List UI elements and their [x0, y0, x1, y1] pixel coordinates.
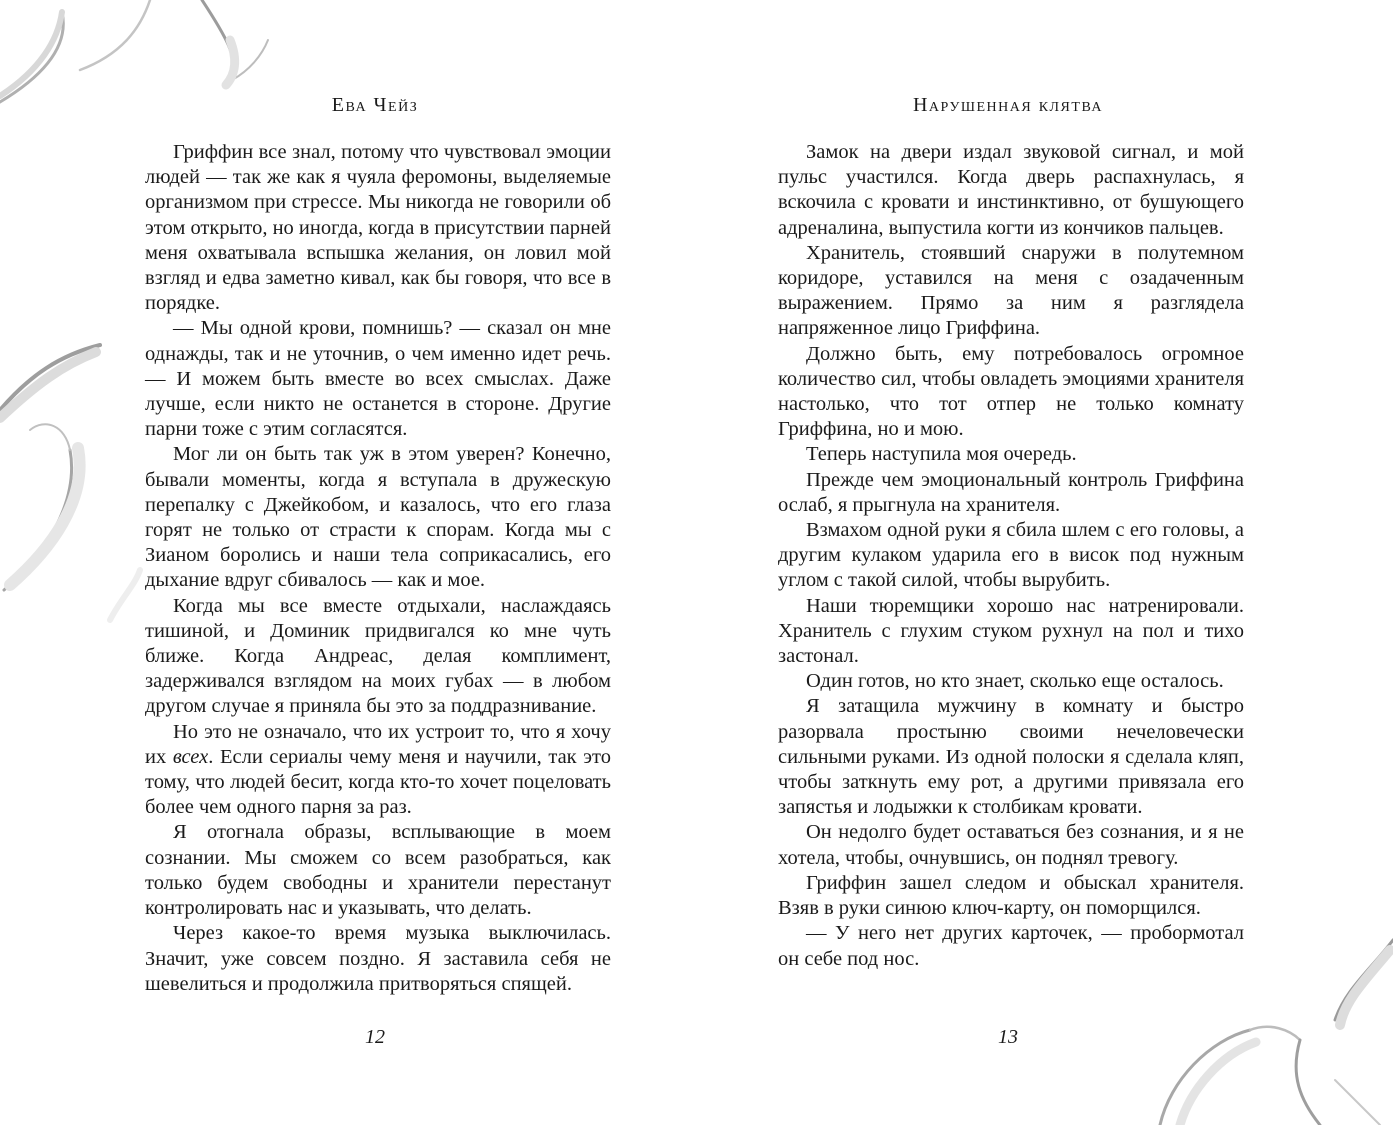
paragraph: — Мы одной крови, помнишь? — сказал он мне однажды, так и не уточнив, о чем именно идет речь. — И можем быть вместе во всех смыслах. Даже лучше, если никто не останется в стороне. Другие парни тоже с этим согласятся. — [145, 317, 611, 441]
paragraph: Гриффин все знал, потому что чувствовал эмоции людей — так же как я чуяла феромоны, выделяемые организмом при стрессе. Мы никогда не говорили об этом открыто, но иногда, когда в присутствии парней меня охватывала вспышка желания, он ловил мой взгляд и едва заметно кивал, как бы говоря, что все в порядке. — [145, 141, 611, 315]
paragraph: Хранитель, стоявший снаружи в полутемном коридоре, уставился на меня с озадаченным выражением. Прямо за ним я разглядела напряженное лицо Гриффина. — [778, 241, 1244, 340]
emphasis-word: всех — [172, 745, 209, 768]
right-page-body — [778, 140, 1244, 972]
paragraph: Замок на двери издал звуковой сигнал, и мой пульс участился. Когда дверь распахнулась, я вскочила с кровати и инстинктивно, от бушующего адреналина, выпустила когти из кончиков пальцев. — [778, 141, 1244, 239]
text-run: Но это не означало, что их устроит то, что я хочу их — [145, 720, 611, 768]
paragraph: Он недолго будет оставаться без сознания, и я не хотела, чтобы, очнувшись, он поднял тревогу. — [778, 821, 1244, 869]
paragraph: — У него нет других карточек, — пробормотал он себе под нос. — [778, 922, 1244, 970]
right-page — [778, 0, 1244, 1125]
paragraph — [145, 720, 611, 821]
paragraph: Когда мы все вместе отдыхали, наслаждаясь тишиной, и Доминик придвигался ко мне чуть ближе. Когда Андреас, делая комплимент, задерживался взглядом на моих губах — в любом другом случае я приняла бы это за поддразнивание. — [145, 594, 611, 718]
paragraph: Через какое-то время музыка выключилась. Значит, уже совсем поздно. Я заставила себя не шевелиться и продолжила притворяться спящей. — [145, 922, 611, 995]
paragraph: Мог ли он быть так уж в этом уверен? Конечно, бывали моменты, когда я вступала в дружескую перепалку с Джейкобом, и казалось, что его глаза горят не только от страсти к спорам. Когда мы с Зианом боролись и наши тела соприкасались, его дыхание вдруг сбивалось — как и мое. — [145, 443, 611, 592]
paragraph: Наши тюремщики хорошо нас натренировали. Хранитель с глухим стуком рухнул на пол и тихо застонал. — [778, 594, 1244, 668]
page-number: 12 — [365, 1026, 385, 1048]
left-page — [145, 0, 611, 1125]
paragraph: Должно быть, ему потребовалось огромное количество сил, чтобы овладеть эмоциями хранителя настолько, что тот отпер не только комнату Гриффина, но и мою. — [778, 342, 1244, 441]
running-head-author: Ева Чейз — [331, 94, 419, 116]
text-run: . Если сериалы чему меня и научили, так это тому, что людей бесит, когда кто-то хочет поцеловать более чем одного парня за раз. — [145, 745, 611, 819]
paragraph: Прежде чем эмоциональный контроль Гриффина ослаб, я прыгнула на хранителя. — [778, 468, 1244, 516]
paragraph: Теперь наступила моя очередь. — [806, 443, 1077, 466]
paragraph: Один готов, но кто знает, сколько еще осталось. — [806, 670, 1224, 693]
left-page-body — [145, 140, 611, 997]
page-number: 13 — [998, 1026, 1018, 1048]
running-head-title: Нарушенная клятва — [912, 94, 1104, 116]
paragraph: Гриффин зашел следом и обыскал хранителя. Взяв в руки синюю ключ-карту, он поморщился. — [778, 871, 1244, 920]
paragraph: Взмахом одной руки я сбила шлем с его головы, а другим кулаком ударила его в висок под нужным углом с такой силой, чтобы вырубить. — [778, 519, 1244, 592]
paragraph: Я затащила мужчину в комнату и быстро разорвала простыню своими нечеловечески сильными руками. Из одной полоски я сделала кляп, чтобы заткнуть ему рот, а другими привязала его запястья и лодыжки к столбикам кровати. — [778, 695, 1244, 819]
paragraph: Я отогнала образы, всплывающие в моем сознании. Мы сможем со всем разобраться, как только будем свободны и хранители перестанут контролировать нас и указывать, что делать. — [145, 821, 611, 920]
